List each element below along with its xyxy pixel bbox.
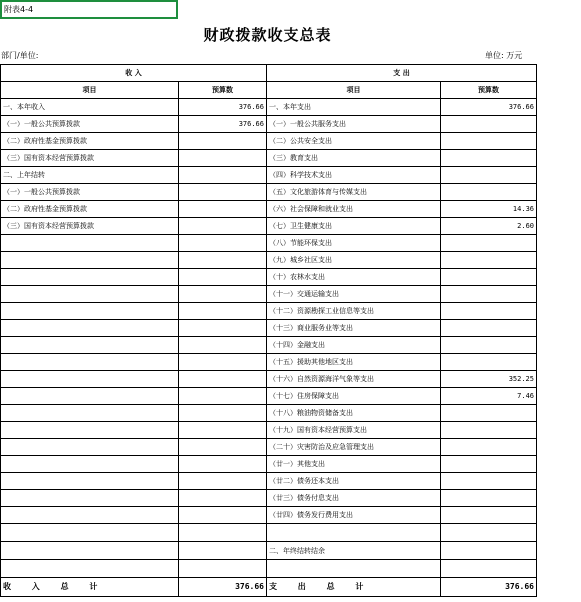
- income-item-cell[interactable]: [1, 507, 179, 524]
- expense-item-cell[interactable]: （五）文化旅游体育与传媒支出: [267, 184, 441, 201]
- income-item-cell[interactable]: [1, 456, 179, 473]
- income-value-cell[interactable]: [179, 524, 267, 542]
- expense-value-cell[interactable]: [441, 507, 537, 524]
- selected-cell-a1[interactable]: 附表4-4: [0, 0, 178, 19]
- expense-item-cell[interactable]: （十八）粮油物资储备支出: [267, 405, 441, 422]
- expense-value-cell[interactable]: [441, 252, 537, 269]
- income-item-cell[interactable]: （三）国有资本经营预算拨款: [1, 150, 179, 167]
- expense-item-cell[interactable]: （廿四）债务发行费用支出: [267, 507, 441, 524]
- income-header: 收 入: [1, 65, 267, 82]
- income-value-cell[interactable]: [179, 354, 267, 371]
- table-row: [1, 184, 537, 201]
- expense-value-cell[interactable]: [441, 560, 537, 578]
- income-budget-header: 预算数: [179, 82, 267, 99]
- expense-value-cell[interactable]: 7.46: [441, 388, 537, 405]
- table-row: [1, 422, 537, 439]
- income-item-cell[interactable]: [1, 473, 179, 490]
- table-row: [1, 456, 537, 473]
- expense-item-cell[interactable]: [267, 560, 441, 578]
- income-value-cell[interactable]: [179, 320, 267, 337]
- expense-item-cell[interactable]: （七）卫生健康支出: [267, 218, 441, 235]
- expense-item-cell[interactable]: （二）公共安全支出: [267, 133, 441, 150]
- expense-item-cell[interactable]: （十）农林水支出: [267, 269, 441, 286]
- income-item-cell[interactable]: [1, 422, 179, 439]
- income-item-cell[interactable]: 一、本年收入: [1, 99, 179, 116]
- table-row: [1, 99, 537, 116]
- income-value-cell[interactable]: [179, 150, 267, 167]
- expense-value-cell[interactable]: [441, 269, 537, 286]
- expense-total-value[interactable]: 376.66: [441, 578, 537, 597]
- department-label: 部门/单位:: [1, 51, 39, 60]
- income-value-cell[interactable]: [179, 269, 267, 286]
- income-value-cell[interactable]: [179, 439, 267, 456]
- income-item-cell[interactable]: [1, 235, 179, 252]
- income-value-cell[interactable]: [179, 490, 267, 507]
- income-value-cell[interactable]: [179, 388, 267, 405]
- expense-item-cell[interactable]: （九）城乡社区支出: [267, 252, 441, 269]
- income-item-cell[interactable]: [1, 354, 179, 371]
- table-row: [1, 167, 537, 184]
- income-item-cell[interactable]: [1, 320, 179, 337]
- budget-table: [0, 64, 537, 597]
- expense-value-cell[interactable]: [441, 150, 537, 167]
- expense-value-cell[interactable]: [441, 542, 537, 560]
- expense-value-cell[interactable]: [441, 133, 537, 150]
- income-value-cell[interactable]: 376.66: [179, 99, 267, 116]
- expense-value-cell[interactable]: [441, 524, 537, 542]
- expense-item-cell[interactable]: （六）社会保障和就业支出: [267, 201, 441, 218]
- table-row: [1, 405, 537, 422]
- table-row: [1, 560, 537, 578]
- income-value-cell[interactable]: [179, 286, 267, 303]
- expense-value-cell[interactable]: [441, 405, 537, 422]
- expense-item-cell[interactable]: （一）一般公共服务支出: [267, 116, 441, 133]
- income-item-cell[interactable]: [1, 542, 179, 560]
- income-value-cell[interactable]: [179, 371, 267, 388]
- income-item-cell[interactable]: [1, 371, 179, 388]
- income-value-cell[interactable]: [179, 201, 267, 218]
- income-item-cell[interactable]: [1, 490, 179, 507]
- table-row: [1, 133, 537, 150]
- expense-item-cell[interactable]: （十一）交通运输支出: [267, 286, 441, 303]
- expense-value-cell[interactable]: [441, 235, 537, 252]
- total-row: [1, 578, 537, 597]
- income-item-cell[interactable]: （三）国有资本经营预算拨款: [1, 218, 179, 235]
- income-item-cell[interactable]: [1, 439, 179, 456]
- table-row: [1, 507, 537, 524]
- income-value-cell[interactable]: [179, 337, 267, 354]
- expense-item-cell[interactable]: （廿三）债务付息支出: [267, 490, 441, 507]
- header-row-sections: [1, 65, 537, 82]
- income-value-cell[interactable]: [179, 133, 267, 150]
- income-value-cell[interactable]: [179, 542, 267, 560]
- expense-header: 支 出: [267, 65, 537, 82]
- table-row: [1, 235, 537, 252]
- income-item-cell[interactable]: [1, 303, 179, 320]
- expense-item-cell[interactable]: [267, 524, 441, 542]
- income-item-cell[interactable]: 二、上年结转: [1, 167, 179, 184]
- income-item-cell[interactable]: [1, 286, 179, 303]
- table-row: [1, 388, 537, 405]
- expense-value-cell[interactable]: [441, 337, 537, 354]
- expense-item-cell[interactable]: （十三）商业服务业等支出: [267, 320, 441, 337]
- expense-item-cell[interactable]: （四）科学技术支出: [267, 167, 441, 184]
- table-row: [1, 337, 537, 354]
- expense-item-cell[interactable]: （十七）住房保障支出: [267, 388, 441, 405]
- expense-total-label[interactable]: 支 出 总 计: [267, 578, 441, 597]
- table-row: [1, 201, 537, 218]
- income-value-cell[interactable]: [179, 422, 267, 439]
- expense-value-cell[interactable]: [441, 456, 537, 473]
- income-value-cell[interactable]: [179, 184, 267, 201]
- income-value-cell[interactable]: [179, 560, 267, 578]
- expense-budget-header: 预算数: [441, 82, 537, 99]
- expense-value-cell[interactable]: [441, 303, 537, 320]
- expense-value-cell[interactable]: 2.60: [441, 218, 537, 235]
- expense-value-cell[interactable]: [441, 116, 537, 133]
- expense-item-cell[interactable]: （十四）金融支出: [267, 337, 441, 354]
- expense-item-cell[interactable]: （十二）资源勘探工业信息等支出: [267, 303, 441, 320]
- expense-item-cell[interactable]: （三）教育支出: [267, 150, 441, 167]
- income-item-cell[interactable]: [1, 388, 179, 405]
- income-item-cell[interactable]: [1, 560, 179, 578]
- expense-value-cell[interactable]: [441, 473, 537, 490]
- income-value-cell[interactable]: [179, 252, 267, 269]
- expense-value-cell[interactable]: [441, 354, 537, 371]
- income-value-cell[interactable]: [179, 218, 267, 235]
- table-row: [1, 303, 537, 320]
- income-value-cell[interactable]: [179, 405, 267, 422]
- income-value-cell[interactable]: [179, 303, 267, 320]
- income-item-cell[interactable]: [1, 524, 179, 542]
- income-item-cell[interactable]: （一）一般公共预算拨款: [1, 184, 179, 201]
- sheet-title: 财政拨款收支总表: [203, 26, 332, 44]
- table-row: [1, 439, 537, 456]
- income-value-cell[interactable]: [179, 507, 267, 524]
- income-item-header: 项目: [1, 82, 179, 99]
- expense-item-cell[interactable]: （十五）援助其他地区支出: [267, 354, 441, 371]
- income-item-cell[interactable]: [1, 337, 179, 354]
- expense-item-cell[interactable]: （八）节能环保支出: [267, 235, 441, 252]
- expense-item-cell[interactable]: （十六）自然资源海洋气象等支出: [267, 371, 441, 388]
- table-row: [1, 218, 537, 235]
- expense-value-cell[interactable]: [441, 490, 537, 507]
- table-row: [1, 542, 537, 560]
- expense-value-cell[interactable]: [441, 184, 537, 201]
- income-item-cell[interactable]: [1, 269, 179, 286]
- expense-value-cell[interactable]: 14.36: [441, 201, 537, 218]
- income-item-cell[interactable]: [1, 405, 179, 422]
- expense-value-cell[interactable]: [441, 320, 537, 337]
- expense-value-cell[interactable]: 376.66: [441, 99, 537, 116]
- income-total-label[interactable]: 收 入 总 计: [1, 578, 179, 597]
- income-item-cell[interactable]: （二）政府性基金预算拨款: [1, 201, 179, 218]
- expense-item-cell[interactable]: 二、年终结转结余: [267, 542, 441, 560]
- table-row: [1, 116, 537, 133]
- header-row-columns: [1, 82, 537, 99]
- income-value-cell[interactable]: 376.66: [179, 116, 267, 133]
- table-row: [1, 150, 537, 167]
- table-row: [1, 354, 537, 371]
- income-item-cell[interactable]: （一）一般公共预算拨款: [1, 116, 179, 133]
- expense-value-cell[interactable]: [441, 422, 537, 439]
- expense-value-cell[interactable]: [441, 439, 537, 456]
- income-value-cell[interactable]: [179, 473, 267, 490]
- income-value-cell[interactable]: [179, 235, 267, 252]
- table-row: [1, 320, 537, 337]
- income-value-cell[interactable]: [179, 456, 267, 473]
- expense-value-cell[interactable]: [441, 167, 537, 184]
- expense-item-cell[interactable]: 一、本年支出: [267, 99, 441, 116]
- table-row: [1, 371, 537, 388]
- expense-item-cell[interactable]: （十九）国有资本经营预算支出: [267, 422, 441, 439]
- table-row: [1, 524, 537, 542]
- expense-item-cell[interactable]: （廿一）其他支出: [267, 456, 441, 473]
- expense-value-cell[interactable]: [441, 286, 537, 303]
- table-row: [1, 490, 537, 507]
- expense-value-cell[interactable]: 352.25: [441, 371, 537, 388]
- income-value-cell[interactable]: [179, 167, 267, 184]
- income-total-value[interactable]: 376.66: [179, 578, 267, 597]
- income-item-cell[interactable]: [1, 252, 179, 269]
- expense-item-cell[interactable]: （廿二）债务还本支出: [267, 473, 441, 490]
- table-row: [1, 473, 537, 490]
- expense-item-header: 项目: [267, 82, 441, 99]
- table-row: [1, 252, 537, 269]
- table-row: [1, 269, 537, 286]
- table-row: [1, 286, 537, 303]
- income-item-cell[interactable]: （二）政府性基金预算拨款: [1, 133, 179, 150]
- expense-item-cell[interactable]: （二十）灾害防治及应急管理支出: [267, 439, 441, 456]
- unit-label: 单位: 万元: [485, 51, 523, 60]
